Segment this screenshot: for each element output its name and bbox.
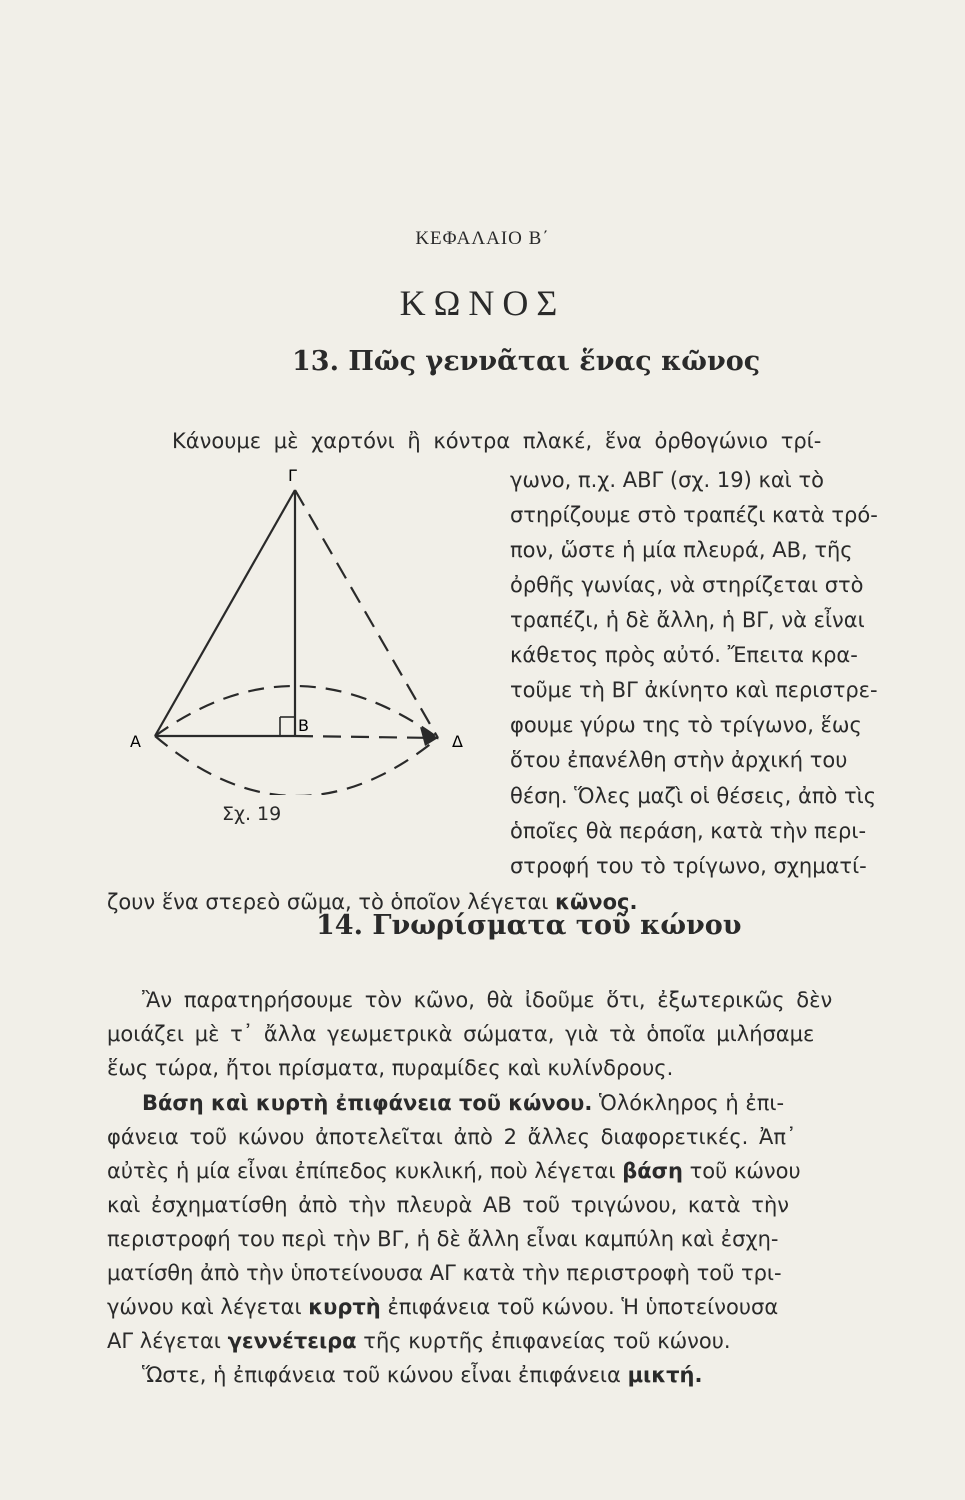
term-vasi: βάση	[622, 1159, 683, 1183]
p1-line-13: στροφή του τὸ τρίγωνο, σχηματί-	[510, 854, 867, 878]
p4-line-1	[142, 1365, 702, 1386]
figure-caption: Σχ. 19	[222, 803, 282, 825]
p1-line-7: κάθετος πρὸς αὐτό. Ἔπειτα κρα-	[510, 643, 858, 667]
p3-line-7c: ἐπιφάνεια τοῦ κώνου. Ἡ ὑποτείνουσα	[387, 1295, 779, 1319]
p1-line-8: τοῦμε τὴ ΒΓ ἀκίνητο καὶ περιστρε-	[510, 678, 878, 702]
p1-line-5: ὀρθῆς γωνίας, νὰ στηρίζεται στὸ	[510, 573, 864, 597]
p3-heading-inline: Βάση καὶ κυρτὴ ἐπιφάνεια τοῦ κώνου.	[142, 1091, 593, 1115]
p1-line-1: Κάνουμε μὲ χαρτόνι ἢ κόντρα πλακέ, ἕνα ὀρθογώνιο τρί-	[172, 429, 822, 453]
section-14-heading: 14. Γνωρίσματα τοῦ κώνου	[316, 910, 742, 941]
p4-line-1a: Ὥστε, ἡ ἐπιφάνεια τοῦ κώνου εἶναι ἐπιφάνεια	[142, 1363, 621, 1387]
p3-line-4: καὶ ἐσχηματίσθη ἀπὸ τὴν πλευρὰ ΑΒ τοῦ τριγώνου, κατὰ τὴν	[107, 1193, 789, 1217]
p1-line-9: φουμε γύρω της τὸ τρίγωνο, ἕως	[510, 713, 862, 737]
p3-line-6: ματίσθη ἀπὸ τὴν ὑποτείνουσα ΑΓ κατὰ τὴν περιστροφὴ τοῦ τρι-	[107, 1261, 782, 1285]
p3-line-8a: ΑΓ λέγεται	[107, 1329, 221, 1353]
section-13-heading: 13. Πῶς γεννᾶται ἕνας κῶνος	[292, 346, 761, 377]
p3-line-1	[142, 1093, 784, 1114]
p1-line-3: στηρίζουμε στὸ τραπέζι κατὰ τρό-	[510, 503, 878, 527]
chapter-title: ΚΩΝΟΣ	[399, 283, 566, 323]
p2-line-1: Ἂν παρατηρήσουμε τὸν κῶνο, θὰ ἰδοῦμε ὅτι, ἐξωτερικῶς δὲν	[142, 988, 833, 1012]
cone-figure	[120, 455, 490, 795]
p3-line-3	[107, 1161, 801, 1182]
term-konos: κῶνος.	[555, 890, 638, 914]
label-d: Δ	[452, 732, 463, 751]
term-kyrti: κυρτὴ	[308, 1295, 381, 1319]
base-ellipse-front	[155, 736, 438, 795]
p3-line-7a: γώνου καὶ λέγεται	[107, 1295, 302, 1319]
p1-line-10: ὅτου ἐπανέλθη στὴν ἀρχική του	[510, 748, 848, 772]
p3-line-7	[107, 1297, 778, 1318]
edge-bd-dashed	[295, 736, 438, 738]
p3-line-1-text: Ὁλόκληρος ἡ ἐπι-	[599, 1091, 785, 1115]
p1-line-6: τραπέζι, ἡ δὲ ἄλλη, ἡ ΒΓ, νὰ εἶναι	[510, 608, 865, 632]
p3-line-8c: τῆς κυρτῆς ἐπιφανείας τοῦ κώνου.	[363, 1329, 731, 1353]
chapter-heading: ΚΕΦΑΛΑΙΟ Β΄	[415, 228, 550, 249]
edge-gd-dashed	[295, 490, 438, 738]
p1-line-14-text: ζουν ἕνα στερεὸ σῶμα, τὸ ὁποῖον λέγεται	[107, 890, 549, 914]
term-gennetira: γεννέτειρα	[227, 1329, 357, 1353]
p3-line-5: περιστροφή του περὶ τὴν ΒΓ, ἡ δὲ ἄλλη εἶναι καμπύλη καὶ ἐσχη-	[107, 1227, 779, 1251]
label-a: Α	[130, 732, 141, 751]
base-ellipse-back	[155, 686, 438, 738]
p3-line-8	[107, 1331, 731, 1352]
rotation-arrow-icon	[420, 727, 438, 746]
p2-line-2: μοιάζει μὲ τ᾽ ἄλλα γεωμετρικὰ σώματα, γιὰ τὰ ὁποῖα μιλήσαμε	[107, 1022, 815, 1046]
p1-line-4: πον, ὥστε ἡ μία πλευρά, ΑΒ, τῆς	[510, 538, 853, 562]
p2-line-3: ἕως τώρα, ἤτοι πρίσματα, πυραμίδες καὶ κυλίνδρους.	[107, 1056, 674, 1080]
term-mikti: μικτή.	[627, 1363, 703, 1387]
p3-line-3a: αὐτὲς ἡ μία εἶναι ἐπίπεδος κυκλική, ποὺ λέγεται	[107, 1159, 616, 1183]
p1-line-11: θέση. Ὅλες μαζὶ οἱ θέσεις, ἀπὸ τὶς	[510, 784, 877, 808]
p3-line-2: φάνεια τοῦ κώνου ἀποτελεῖται ἀπὸ 2 ἄλλες διαφορετικές. Ἀπ᾽	[107, 1125, 797, 1149]
p1-line-12: ὁποῖες θὰ περάση, κατὰ τὴν περι-	[510, 819, 867, 843]
label-g: Γ	[288, 466, 297, 485]
p3-line-3c: τοῦ κώνου	[689, 1159, 801, 1183]
label-b: Β	[298, 716, 309, 735]
p1-line-2: γωνο, π.χ. ΑΒΓ (σχ. 19) καὶ τὸ	[510, 468, 824, 492]
